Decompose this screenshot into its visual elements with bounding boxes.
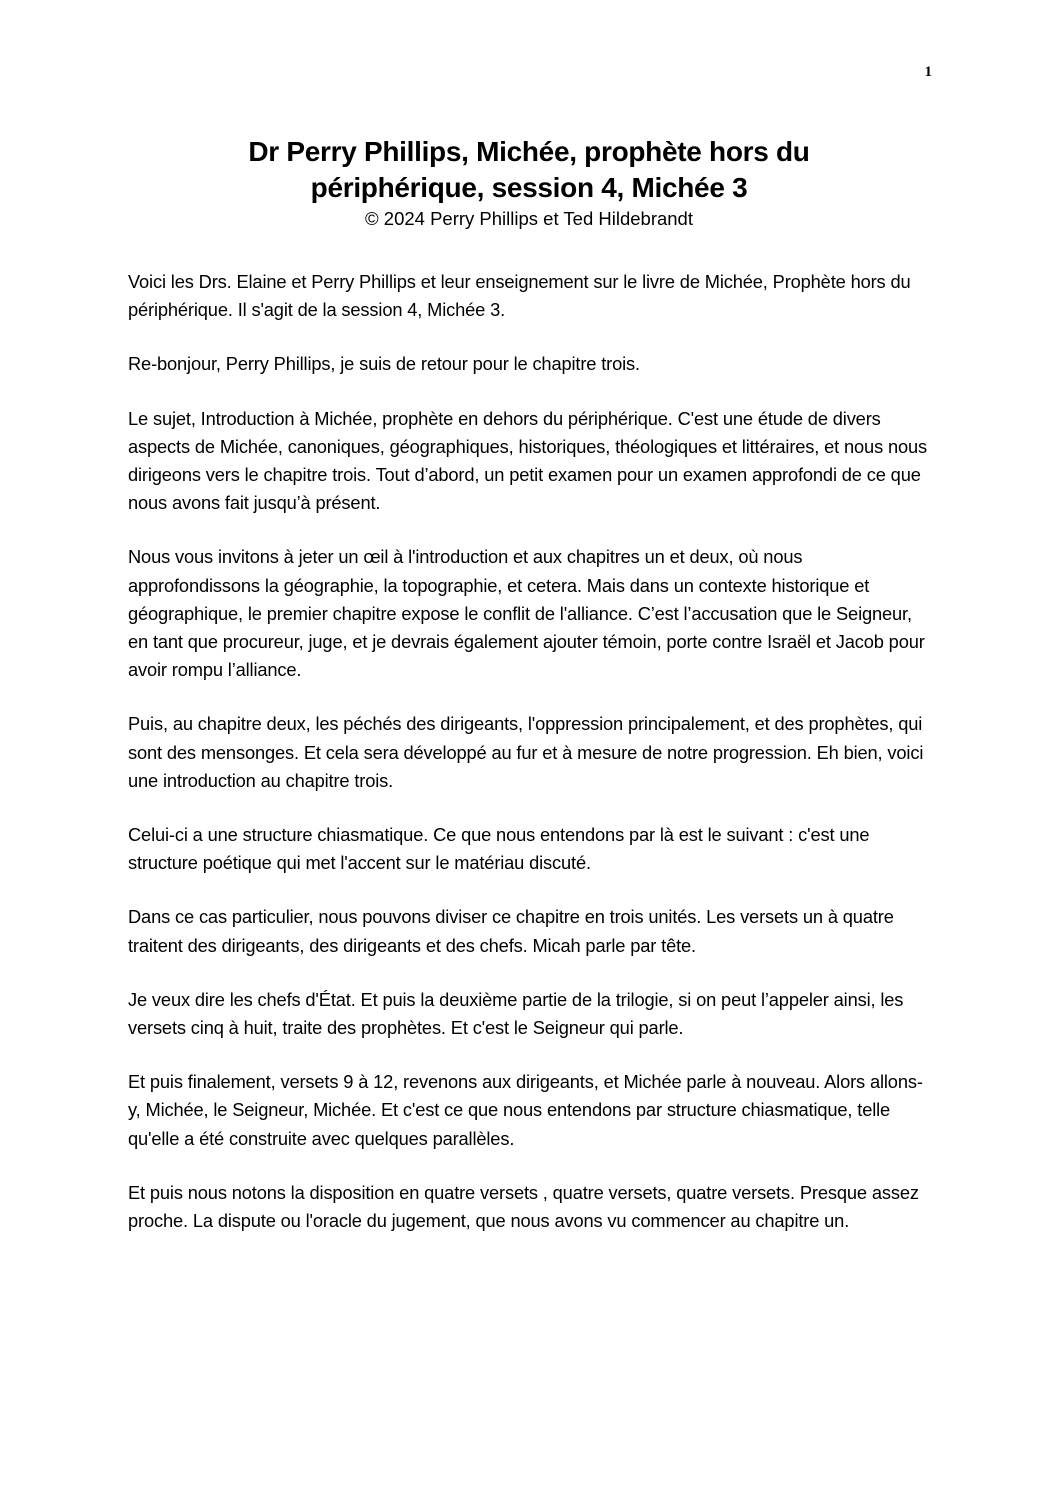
page-number: 1 (924, 64, 932, 80)
paragraph-6: Celui-ci a une structure chiasmatique. Ce que nous entendons par là est le suivant : c'est une structure poétique qui met l'accent sur le matériau discuté. (128, 824, 870, 874)
title-line-2: périphérique, session 4, Michée 3 (310, 171, 748, 203)
paragraph-10: Et puis nous notons la disposition en quatre versets , quatre versets, quatre versets. Presque assez proche. La dispute ou l'oracle du jugement, que nous avons vu commencer au chapitre un. (128, 1181, 919, 1232)
paragraph-4: Nous vous invitons à jeter un œil à l'introduction et aux chapitres un et deux, où nous approfondissons la géographie, la topographie, et cetera. Mais dans un contexte historique et géographique, le premier chapitre expose le conflit de l'alliance. C’est l’accusation que le Seigneur, en tant que procureur, juge, et je devrais également ajouter témoin, porte contre Israël et Jacob pour avoir rompu l’alliance. (128, 546, 925, 681)
paragraph-3: Le sujet, Introduction à Michée, prophète en dehors du périphérique. C'est une étude de divers aspects de Michée, canoniques, géographiques, historiques, théologiques et littéraires, et nous nous dirigeons vers le chapitre trois. Tout d’abord, un petit examen pour un examen approfondi de ce que nous avons fait jusqu’à présent. (128, 407, 928, 514)
paragraph-8: Je veux dire les chefs d'État. Et puis la deuxième partie de la trilogie, si on peut l’appeler ainsi, les versets cinq à huit, traite des prophètes. Et c'est le Seigneur qui parle. (128, 988, 904, 1039)
document-title (0, 134, 1058, 205)
document-header (0, 134, 1058, 231)
paragraph-7: Dans ce cas particulier, nous pouvons diviser ce chapitre en trois unités. Les versets un à quatre traitent des dirigeants, des dirigeants et des chefs. Micah parle par tête. (128, 906, 894, 956)
copyright-line: © 2024 Perry Phillips et Ted Hildebrandt (365, 208, 693, 230)
paragraph-9: Et puis finalement, versets 9 à 12, revenons aux dirigeants, et Michée parle à nouveau. Alors allons-y, Michée, le Seigneur, Michée. Et c'est ce que nous entendons par structure chiasmatique, telle qu'elle a été construite avec quelques parallèles. (128, 1071, 923, 1149)
title-line-1: Dr Perry Phillips, Michée, prophète hors du (248, 136, 810, 167)
paragraph-2: Re-bonjour, Perry Phillips, je suis de retour pour le chapitre trois. (128, 353, 640, 375)
paragraph-5: Puis, au chapitre deux, les péchés des dirigeants, l'oppression principalement, et des prophètes, qui sont des mensonges. Et cela sera développé au fur et à mesure de notre progression. Eh bien, voici une introduction au chapitre trois. (128, 713, 924, 791)
document-body (128, 268, 934, 1261)
paragraph-1: Voici les Drs. Elaine et Perry Phillips et leur enseignement sur le livre de Michée, Prophète hors du périphérique. Il s'agit de la session 4, Michée 3. (128, 271, 911, 321)
